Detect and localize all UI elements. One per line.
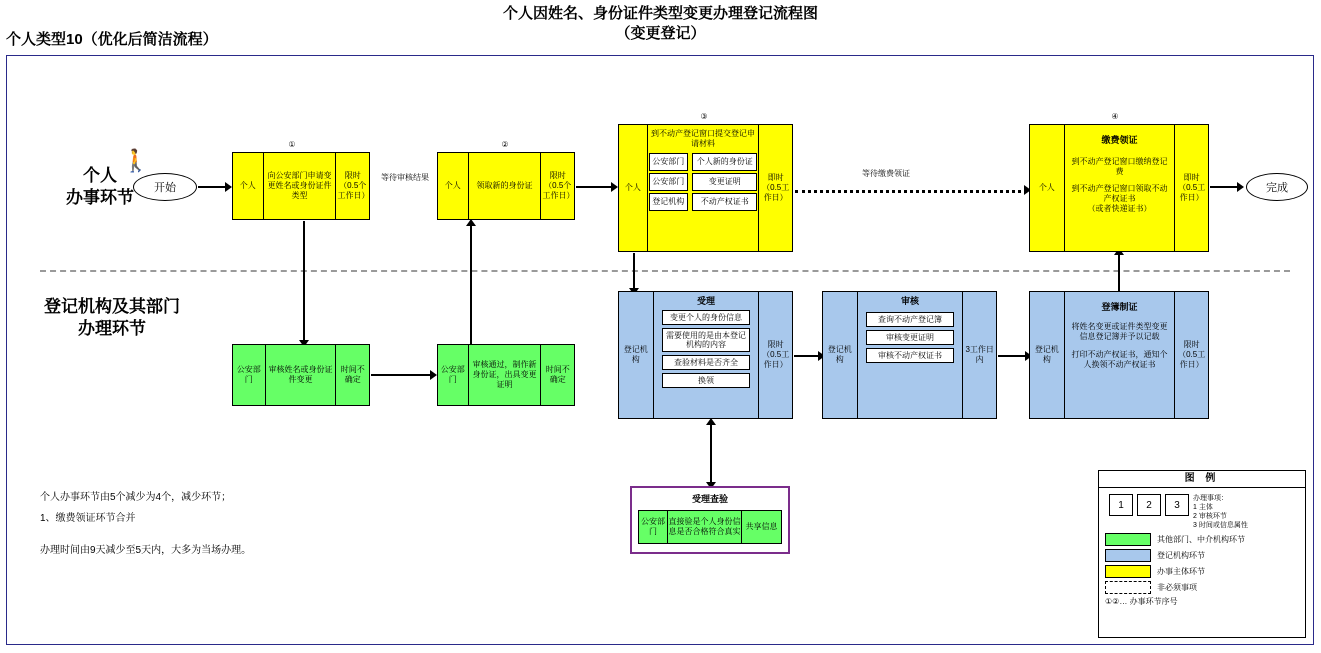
- legend-label-dashed: 非必须事项: [1157, 582, 1197, 592]
- legend-number-desc: [1193, 494, 1248, 530]
- node-1b-actor: 公安部门: [236, 365, 261, 384]
- legend-label-1: 登记机构环节: [1157, 550, 1205, 560]
- node-3d-content: [1064, 292, 1175, 418]
- node-4-pay-and-collect: [1029, 124, 1209, 252]
- edge-n2b-to-n2-head: [466, 219, 476, 226]
- audit-title: 受理查验: [691, 494, 728, 504]
- audit-right: 共享信息: [742, 510, 782, 544]
- edge-n2-to-n3: [576, 186, 612, 188]
- node-1b-body: 审核姓名或身份证件变更: [265, 345, 336, 405]
- lane-label-registry-line1: 登记机构及其部门: [44, 297, 180, 316]
- lane-label-registry: [22, 296, 202, 340]
- legend-number-item-2: 3 时间或信息属性: [1193, 522, 1248, 529]
- node-3-time: 即时（0.5工作日）: [758, 125, 792, 251]
- node-3c-item-1: 审核变更证明: [866, 330, 954, 345]
- node-4-actor: 个人: [1038, 183, 1055, 192]
- legend-number-3: 3: [1165, 494, 1189, 516]
- node-3-row-2-right: 不动产权证书: [692, 193, 757, 211]
- lane-label-individual-line1: 个人: [83, 166, 117, 185]
- node-3b-time: 限时（0.5工作日）: [758, 292, 792, 418]
- node-2b-actor: 公安部门: [440, 365, 465, 384]
- node-2b-police-issue: [437, 344, 575, 406]
- node-1-actor: 个人: [239, 181, 256, 190]
- legend-row-dashed: [1105, 581, 1299, 594]
- edge-3d-to-n4: [1118, 253, 1120, 291]
- start-terminal: [133, 173, 197, 201]
- page-title-line2: （变更登记）: [615, 25, 706, 42]
- edge-label-wait-payment: 等待缴费领证: [862, 169, 910, 178]
- edge-n4-to-end-head: [1237, 182, 1244, 192]
- node-1b-police-review: [232, 344, 370, 406]
- legend-swatch-registry: [1105, 549, 1151, 562]
- node-3c-item-2: 审核不动产权证书: [866, 348, 954, 363]
- node-1-time: 限时（0.5个工作日）: [335, 153, 369, 219]
- node-4-body-line1: 到不动产登记窗口缴纳登记费: [1071, 157, 1168, 176]
- node-3-title: 到不动产登记窗口提交登记申请材料: [651, 129, 756, 148]
- node-3b-items: [655, 310, 758, 388]
- note-line-2: 1、缴费领证环节合并: [40, 513, 136, 524]
- node-3d-registration: [1029, 291, 1209, 419]
- edge-3b-to-3c: [794, 355, 819, 357]
- node-4-body-line3: （或者快递证书）: [1087, 204, 1152, 213]
- diagram-subtitle: 个人类型10（优化后简洁流程）: [6, 31, 218, 48]
- page-title-line1: 个人因姓名、身份证件类型变更办理登记流程图: [502, 5, 818, 22]
- step-number-4: ④: [1111, 112, 1119, 121]
- edge-n3-to-n3b: [633, 253, 635, 291]
- step-number-1: ①: [288, 140, 296, 149]
- node-1-body: 向公安部门申请变更姓名或身份证件类型: [263, 153, 336, 219]
- legend-swatch-other-agency: [1105, 533, 1151, 546]
- edge-label-wait-review: 等待审核结果: [381, 173, 429, 182]
- node-3d-actor: 登记机构: [1034, 345, 1059, 364]
- node-2-time: 限时（0.5个工作日）: [540, 153, 574, 219]
- node-3c-item-0: 查询不动产登记簿: [866, 312, 954, 327]
- node-3-row-2-left: 登记机构: [649, 193, 688, 211]
- node-3-row-1-left: 公安部门: [649, 173, 688, 191]
- node-3-row-0-right: 个人新的身份证: [692, 153, 757, 171]
- node-3b-item-1: 需要使用的是由本登记机构的内容: [662, 328, 750, 352]
- edge-start-to-n1: [198, 186, 226, 188]
- legend-number-head: 办理事项：: [1193, 495, 1228, 502]
- legend-label-2: 办事主体环节: [1157, 566, 1205, 576]
- node-3d-title: 登簿制证: [1101, 302, 1138, 312]
- node-4-time: 即时（0.5工作日）: [1174, 125, 1208, 251]
- node-4-title: 缴费领证: [1101, 135, 1138, 145]
- node-3-row-1: [649, 173, 758, 191]
- legend-number-boxes: [1109, 494, 1193, 516]
- node-3d-time: 限时（0.5工作日）: [1174, 292, 1208, 418]
- node-2-receive-id: [437, 152, 575, 220]
- node-3c-time: 3工作日内: [962, 292, 996, 418]
- legend: [1098, 470, 1306, 638]
- edge-n1b-to-n2b: [371, 374, 431, 376]
- walking-person-icon: 🚶: [122, 148, 150, 173]
- node-3c-content: [857, 292, 963, 418]
- step-number-3: ③: [700, 112, 708, 121]
- node-3b-content: [653, 292, 759, 418]
- node-3b-title: 受理: [696, 296, 715, 306]
- node-4-content: [1064, 125, 1175, 251]
- edge-3c-to-3d: [998, 355, 1026, 357]
- end-terminal: [1246, 173, 1308, 201]
- lane-label-individual-line2: 办事环节: [66, 188, 134, 207]
- node-3-row-1-right: 变更证明: [692, 173, 757, 191]
- node-3b-item-2: 查验材料是否齐全: [662, 355, 750, 370]
- audit-row: [638, 510, 782, 544]
- step-number-2: ②: [501, 140, 509, 149]
- legend-number-item-0: 1 主体: [1193, 504, 1213, 511]
- node-2b-body: 审核通过，制作新身份证，出具变更证明: [468, 345, 541, 405]
- legend-swatch-optional: [1105, 581, 1151, 594]
- audit-mid: 直接验是个人身份信息是否合格符合真实: [668, 510, 742, 544]
- legend-row-circles: [1105, 597, 1299, 607]
- node-3c-actor: 登记机构: [827, 345, 852, 364]
- node-3d-body-line2: 打印不动产权证书，通知个人换领不动产权证书: [1071, 350, 1168, 369]
- node-3-row-2: [649, 193, 758, 211]
- node-3c-review: [822, 291, 997, 419]
- edge-n4-to-end: [1210, 186, 1238, 188]
- legend-row-2: [1105, 565, 1299, 578]
- node-2-body: 领取新的身份证: [468, 153, 541, 219]
- node-3b-acceptance: [618, 291, 793, 419]
- node-3c-title: 审核: [900, 296, 919, 306]
- edge-audit-to-3b-head: [706, 418, 716, 425]
- note-line-3: 办理时间由9天减少至5天内，大多为当场办理。: [40, 545, 252, 556]
- edge-n1b-to-n2b-head: [430, 370, 437, 380]
- node-3-submit-materials: [618, 124, 793, 252]
- audit-group: [630, 486, 790, 554]
- node-3d-body-line1: 将姓名变更或证件类型变更信息登记簿并予以记载: [1071, 322, 1168, 341]
- edge-3b-to-audit: [710, 420, 712, 485]
- node-3-content: [647, 125, 759, 251]
- legend-number-item-1: 2 审核环节: [1193, 513, 1227, 520]
- node-3c-items: [859, 312, 962, 363]
- node-2-actor: 个人: [444, 181, 461, 190]
- node-3b-actor: 登记机构: [623, 345, 648, 364]
- node-1b-time: 时间不确定: [335, 345, 369, 405]
- edge-n2-to-n3-head: [611, 182, 618, 192]
- legend-label-0: 其他部门、中介机构环节: [1157, 534, 1245, 544]
- node-3-row-0: [649, 153, 758, 171]
- legend-label-circles: ①②… 办事环节序号: [1105, 597, 1178, 606]
- legend-number-2: 2: [1137, 494, 1161, 516]
- legend-title: 图 例: [1099, 471, 1305, 488]
- node-1-apply: [232, 152, 370, 220]
- node-2b-time: 时间不确定: [540, 345, 574, 405]
- node-4-body-line2: 到不动产登记窗口领取不动产权证书: [1071, 184, 1168, 203]
- audit-left: 公安部门: [638, 510, 668, 544]
- edge-n3-to-n4-dotted: [795, 190, 1027, 193]
- start-label: 开始: [154, 182, 176, 194]
- end-label: 完成: [1266, 182, 1288, 194]
- legend-row-1: [1105, 549, 1299, 562]
- edge-n2b-to-n2: [470, 226, 472, 344]
- legend-row-0: [1105, 533, 1299, 546]
- lane-divider: [40, 270, 1290, 272]
- node-3-actor: 个人: [624, 183, 641, 192]
- lane-label-registry-line2: 办理环节: [78, 319, 146, 338]
- node-3b-item-0: 变更个人的身份信息: [662, 310, 750, 325]
- edge-n1-to-n1b: [303, 221, 305, 343]
- legend-number-1: 1: [1109, 494, 1133, 516]
- node-3b-item-3: 换领: [662, 373, 750, 388]
- edge-start-to-n1-head: [225, 182, 232, 192]
- legend-swatch-individual: [1105, 565, 1151, 578]
- node-3-row-0-left: 公安部门: [649, 153, 688, 171]
- note-line-1: 个人办事环节由5个减少为4个，减少环节；: [40, 492, 232, 503]
